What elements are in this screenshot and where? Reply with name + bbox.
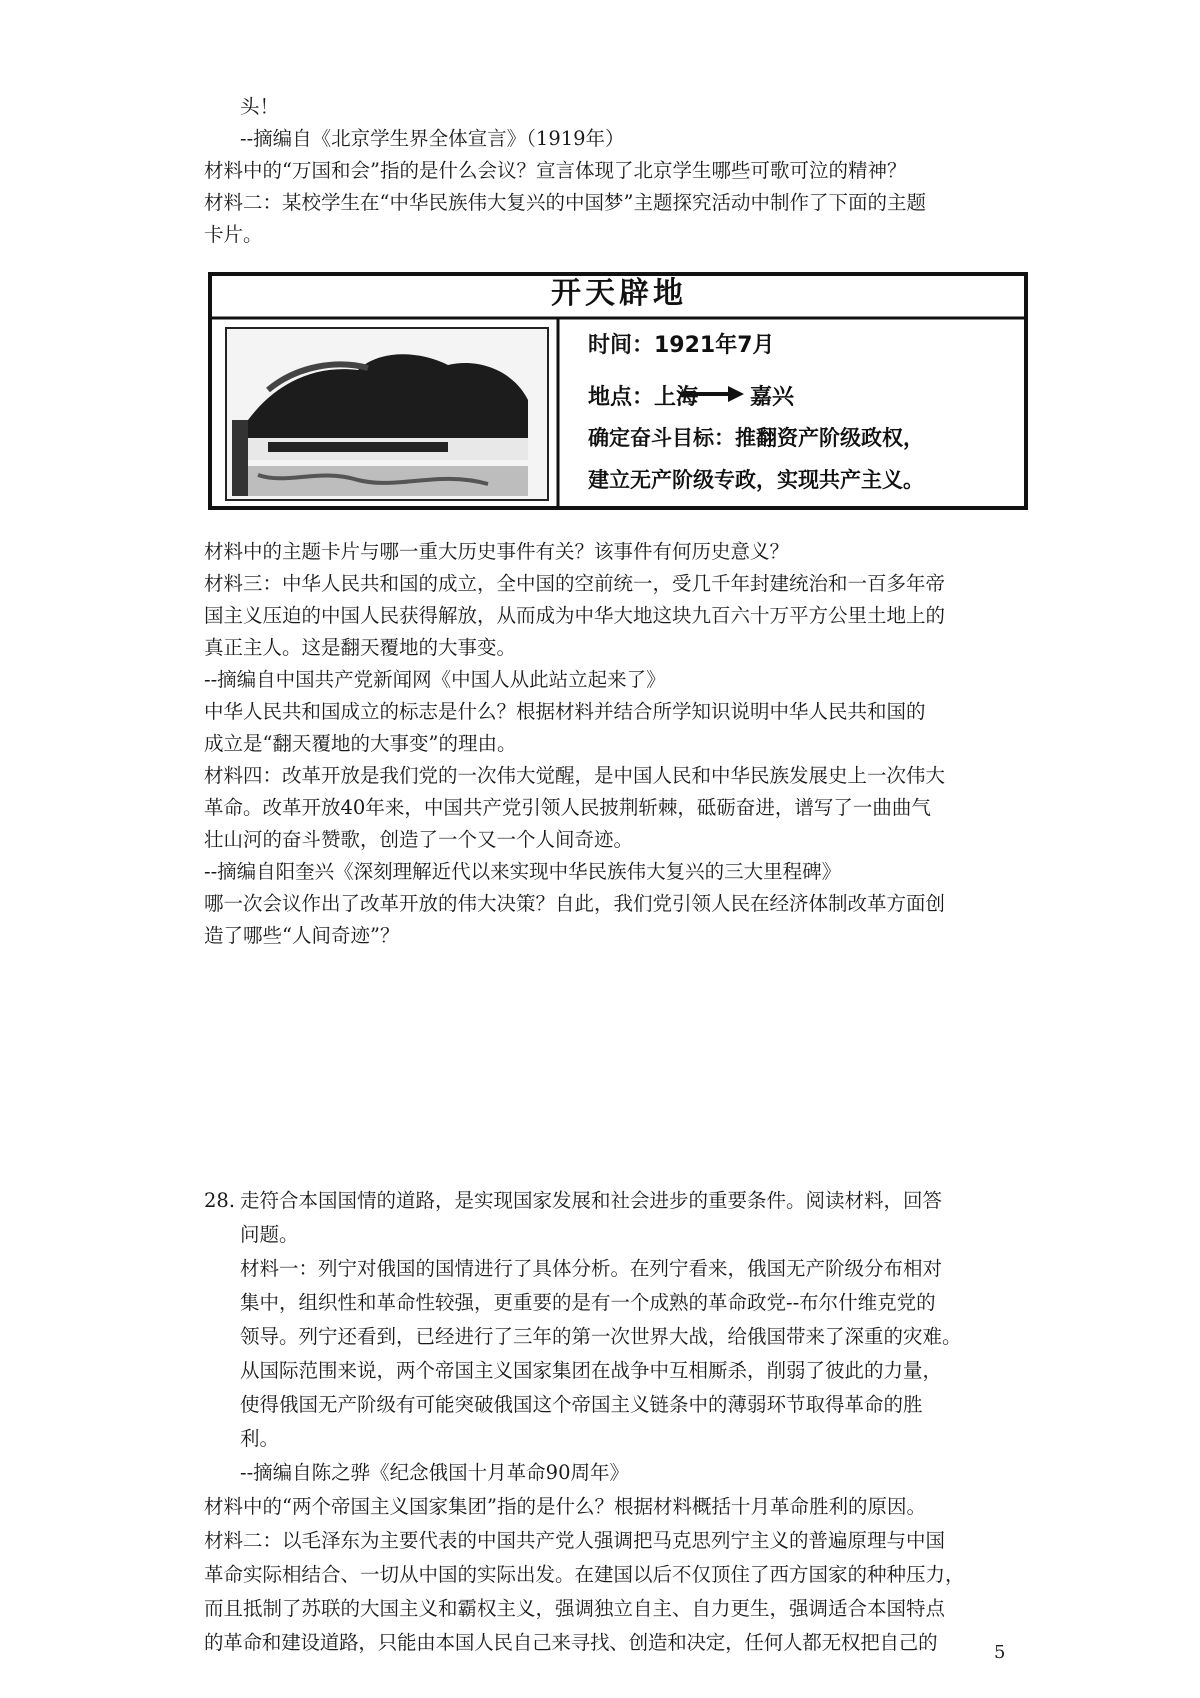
material-text: 的革命和建设道路，只能由本国人民自己来寻找、创造和决定，任何人都无权把自己的 [204,1631,938,1654]
question-text: 造了哪些“人间奇迹”？ [204,924,400,947]
source-citation: --摘编自《北京学生界全体宣言》（1919年） [240,127,625,150]
material-text: 集中，组织性和革命性较强，更重要的是有一个成熟的革命政党--布尔什维克党的 [240,1291,936,1314]
material-text: 而且抵制了苏联的大国主义和霸权主义，强调独立自主、自力更生，强调适合本国特点 [204,1597,946,1620]
material-text: 使得俄国无产阶级有可能突破俄国这个帝国主义链条中的薄弱环节取得革命的胜 [240,1393,923,1416]
source-citation: --摘编自阳奎兴《深刻理解近代以来实现中华民族伟大复兴的三大里程碑》 [204,860,842,883]
material-text: 卡片。 [204,223,263,246]
material-text: 材料二：某校学生在“中华民族伟大复兴的中国梦”主题探究活动中制作了下面的主题 [204,191,926,214]
card-title: 开天辟地 [551,276,687,311]
material-text: 国主义压迫的中国人民获得解放，从而成为中华大地这块九百六十万平方公里土地上的 [204,604,946,627]
question-text: 哪一次会议作出了改革开放的伟大决策？自此，我们党引领人民在经济体制改革方面创 [204,892,946,915]
material-text: 利。 [240,1427,280,1450]
card-place: 地点：上海 [588,385,699,410]
question-text: 材料中的主题卡片与哪一重大历史事件有关？该事件有何历史意义？ [204,540,790,563]
question-text: 成立是“翻天覆地的大事变”的理由。 [204,732,517,755]
material-text: 材料四：改革开放是我们党的一次伟大觉醒，是中国人民和中华民族发展史上一次伟大 [204,764,946,787]
card-goal: 确定奋斗目标：推翻资产阶级政权， [588,426,924,450]
question-text: 材料中的“两个帝国主义国家集团”指的是什么？根据材料概括十月革命胜利的原因。 [204,1495,926,1518]
material-text: 材料二：以毛泽东为主要代表的中国共产党人强调把马克思列宁主义的普遍原理与中国 [204,1529,946,1552]
material-text: 从国际范围来说，两个帝国主义国家集团在战争中互相厮杀，削弱了彼此的力量， [240,1359,943,1382]
theme-card [208,270,1030,512]
card-goal: 建立无产阶级专政，实现共产主义。 [588,468,924,492]
material-text: 革命。改革开放40年来，中国共产党引领人民披荆斩棘，砥砺奋进，谱写了一曲曲气 [204,796,931,819]
material-text: 壮山河的奋斗赞歌，创造了一个又一个人间奇迹。 [204,828,634,851]
page-number: 5 [994,1642,1006,1663]
question-text: 材料中的“万国和会”指的是什么会议？宣言体现了北京学生哪些可歌可泣的精神？ [204,159,907,182]
material-text: 材料一：列宁对俄国的国情进行了具体分析。在列宁看来，俄国无产阶级分布相对 [240,1257,943,1280]
card-time: 时间：1921年7月 [588,333,775,358]
material-text: 领导。列宁还看到，已经进行了三年的第一次世界大战，给俄国带来了深重的灾难。 [240,1325,962,1348]
source-citation: --摘编自陈之骅《纪念俄国十月革命90周年》 [240,1461,629,1484]
question-number: 28. [204,1189,236,1212]
source-citation: --摘编自中国共产党新闻网《中国人从此站立起来了》 [204,668,666,691]
material-text: 材料三：中华人民共和国的成立，全中国的空前统一，受几千年封建统治和一百多年帝 [204,572,946,595]
card-place-dest: 嘉兴 [750,385,795,410]
text-line: 头！ [240,95,280,118]
question-stem: 问题。 [240,1223,299,1246]
material-text: 革命实际相结合、一切从中国的实际出发。在建国以后不仅顶住了西方国家的种种压力， [204,1563,965,1586]
material-text: 真正主人。这是翻天覆地的大事变。 [204,636,517,659]
question-stem: 走符合本国国情的道路，是实现国家发展和社会进步的重要条件。阅读材料，回答 [240,1189,943,1212]
question-text: 中华人民共和国成立的标志是什么？根据材料并结合所学知识说明中华人民共和国的 [204,700,926,723]
